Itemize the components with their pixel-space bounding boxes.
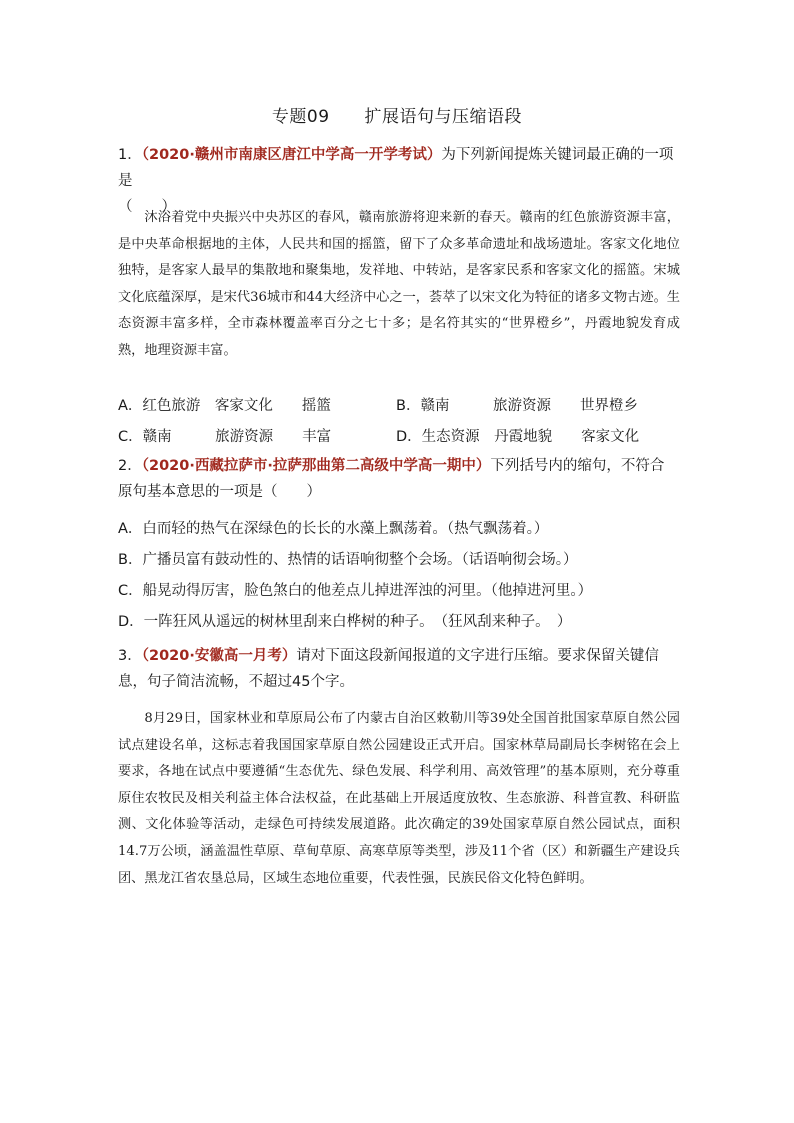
question-number: 2．	[118, 458, 142, 474]
question-source: （2020·赣州市南康区唐江中学高一开学考试）	[141, 147, 442, 163]
question-source: （2020·安徽高一月考）	[141, 648, 297, 664]
option-a: A．白而轻的热气在深绿色的长长的水藻上飘荡着。（热气飘荡着。）	[118, 521, 549, 537]
question-text: 下列括号内的缩句，不符合原句基本意思的一项是（ ）	[118, 458, 665, 500]
question-3-stem	[118, 643, 678, 695]
page-title: 专题09 扩展语句与压缩语段	[271, 107, 523, 127]
option-a: A．红色旅游 客家文化 摇篮	[118, 397, 331, 414]
question-2-stem	[118, 453, 678, 505]
question-2-options	[118, 514, 678, 638]
option-d: D．一阵狂风从遥远的树林里刮来白桦树的种子。 （狂风刮来种子。 ）	[118, 614, 572, 630]
option-d: D．生态资源 丹霞地貌 客家文化	[396, 428, 640, 445]
option-c: C．船晃动得厉害，脸色煞白的他差点儿掉进浑浊的河里。（他掉进河里。）	[118, 583, 593, 599]
question-text: 请对下面这段新闻报道的文字进行压缩。要求保留关键信息，句子简洁流畅，不超过45个字。	[118, 648, 659, 690]
question-3-passage	[118, 706, 680, 892]
answer-parentheses: （ ）	[118, 199, 176, 215]
option-c: C．赣南 旅游资源 丰富	[118, 428, 332, 445]
option-b: B．赣南 旅游资源 世界橙乡	[396, 397, 638, 414]
question-text: 为下列新闻提炼关键词最正确的一项是	[118, 147, 674, 189]
question-source: （2020·西藏拉萨市·拉萨那曲第二高级中学高一期中）	[141, 458, 491, 474]
option-b: B．广播员富有鼓动性的、热情的话语响彻整个会场。（话语响彻会场。）	[118, 552, 578, 568]
question-number: 1．	[118, 147, 142, 163]
question-1-options	[118, 390, 678, 452]
passage-paragraph: 沐浴着党中央振兴中央苏区的春风，赣南旅游将迎来新的春天。赣南的红色旅游资源丰富，是中央革命根据地的主体，人民共和国的摇篮，留下了众多革命遗址和战场遗址。客家文化地位独特，是客家人最早的集散地和聚集地，发祥地、中转站，是客家民系和客家文化的摇篮。宋城文化底蕴深厚，是宋代36城市和44大经济中心之一，荟萃了以宋文化为特征的诸多文物古迹。生态资源丰富多样，全市森林覆盖率百分之七十多；是名符其实的“世界橙乡”，丹霞地貌发育成熟，地理资源丰富。	[118, 210, 680, 358]
passage-paragraph: 8月29日，国家林业和草原局公布了内蒙古自治区敕勒川等39处全国首批国家草原自然公园试点建设名单，这标志着我国国家草原自然公园建设正式开启。国家林草局副局长李树铭在会上要求，各地在试点中要遵循“生态优先、绿色发展、科学利用、高效管理”的基本原则，充分尊重原住农牧民及相关利益主体合法权益，在此基础上开展适度放牧、生态旅游、科普宣教、科研监测、文化体验等活动，走绿色可持续发展道路。此次确定的39处国家草原自然公园试点，面积14.7万公顷，涵盖温性草原、草甸草原、高寒草原等类型，涉及11个省（区）和新疆生产建设兵团、黑龙江省农垦总局，区域生态地位重要，代表性强，民族民俗文化特色鲜明。	[118, 711, 680, 886]
question-1-passage	[118, 205, 680, 365]
question-number: 3．	[118, 648, 142, 664]
